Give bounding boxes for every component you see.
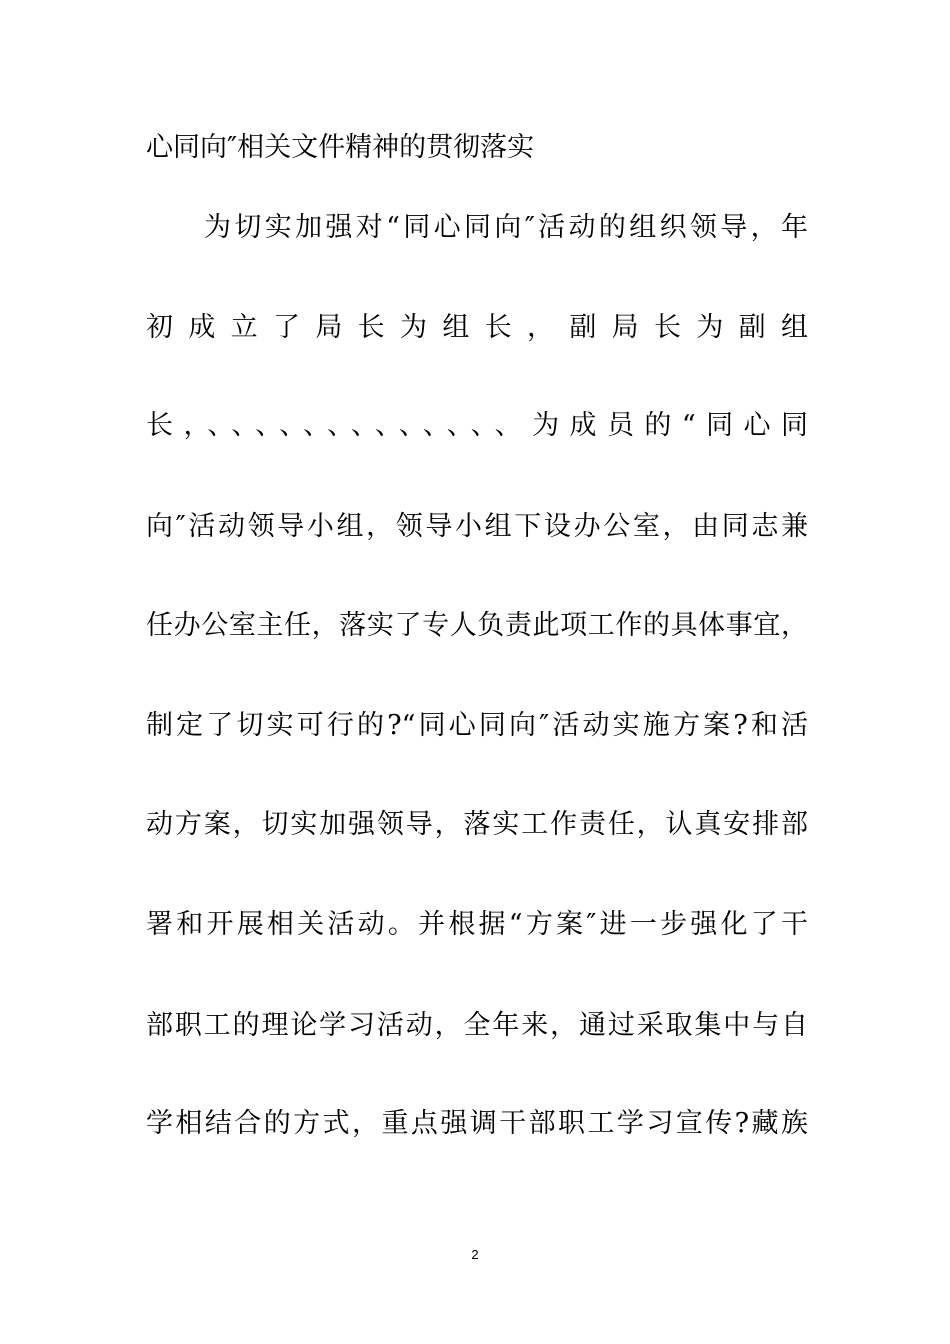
text-line-9: 署和开展相关活动。并根据“方案″进一步强化了干: [146, 909, 808, 940]
text-line-8: 动方案，切实加强领导，落实工作责任，认真安排部: [146, 809, 808, 840]
text-line-7: 制定了切实可行的?“同心同向″活动实施方案?和活: [146, 710, 808, 741]
text-line-2: 为切实加强对“同心同向″活动的组织领导，年: [204, 212, 808, 243]
text-line-6: 任办公室主任，落实了专人负责此项工作的具体事宜，: [146, 610, 808, 641]
text-line-1: 心同向″相关文件精神的贯彻落实: [146, 132, 535, 163]
text-line-4: 长，、、、、、、、、、、、、、为成员的“同心同: [146, 410, 808, 441]
text-line-11: 学相结合的方式，重点强调干部职工学习宣传?藏族: [146, 1108, 808, 1139]
text-line-5: 向″活动领导小组，领导小组下设办公室，由同志兼: [146, 511, 808, 542]
text-line-3: 初 成 立 了 局 长 为 组 长 ， 副 局 长 为 副 组: [146, 312, 808, 343]
page-number: 2: [471, 1247, 479, 1262]
text-line-10: 部职工的理论学习活动，全年来，通过采取集中与自: [146, 1010, 808, 1041]
